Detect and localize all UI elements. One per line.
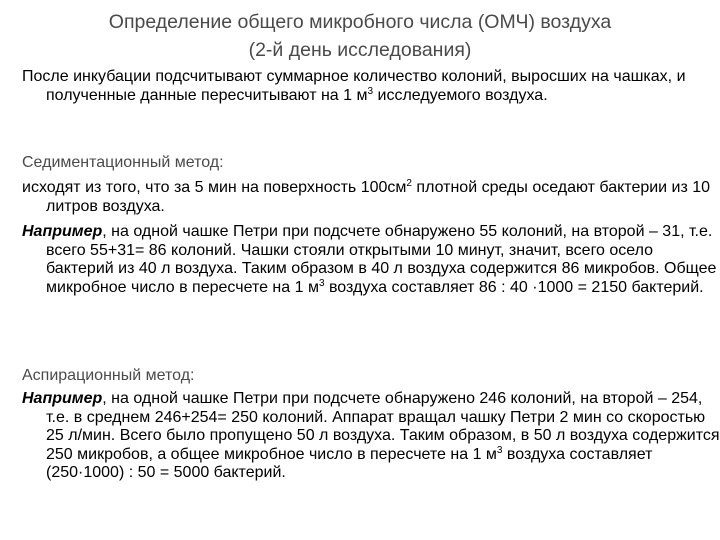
sedimentation-principle — [22, 179, 720, 216]
sedimentation-principle-superscript: 2 — [406, 178, 412, 189]
sedimentation-example-text: , на одной чашке Петри при подсчете обнаружено 55 колоний, на второй – 31, т.е. всего 55+31= 86 колоний. Чашки стояли открытыми 10 минут, значит, всего осело бактерий из 40 л воздуха. Таким образом в 40 л воздуха содержится 86 микробов. Общее микробное число в пересчете на 1 м — [46, 223, 717, 296]
sedimentation-example — [22, 223, 720, 297]
slide-title — [20, 8, 700, 64]
sedimentation-example-text-end: воздуха составляет 86 : 40 ·1000 = 2150 бактерий. — [324, 278, 704, 296]
aspiration-example-text: , на одной чашке Петри при подсчете обнаружено 246 колоний, на второй – 254, т.е. в среднем 246+254= 250 колоний. Аппарат вращал чашку Петри 2 мин со скоростью 25 л/мин. Всего было пропущено 50 л воздуха. Таким образом, в 50 л воздуха содержится 250 микробов, а общее микробное число в пересчете на 1 м — [46, 390, 720, 463]
sedimentation-heading: Седиментационный метод: — [22, 154, 224, 171]
sedimentation-example-superscript: 3 — [318, 277, 325, 289]
intro-text: После инкубации подсчитывают суммарное количество колоний, выросших на чашках, и полученные данные пересчитывают на 1 м — [22, 68, 686, 104]
aspiration-example — [22, 390, 720, 483]
title-line-2: (2-й день исследования) — [248, 39, 472, 61]
intro-text-end: исследуемого воздуха. — [373, 86, 548, 104]
intro-paragraph — [22, 68, 720, 105]
sedimentation-principle-text: исходят из того, что за 5 мин на поверхность 100см — [22, 179, 407, 196]
aspiration-heading: Аспирационный метод: — [22, 367, 195, 384]
title-line-1: Определение общего микробного числа (ОМЧ) воздуха — [108, 11, 612, 33]
intro-superscript: 3 — [367, 85, 374, 97]
sedimentation-principle-text-end: плотной среды оседают бактерии из 10 литров воздуха. — [46, 179, 711, 215]
aspiration-example-text-end: воздуха составляет (250·1000) : 50 = 5000 бактерий. — [46, 445, 653, 482]
sedimentation-example-label: Например — [22, 223, 103, 240]
aspiration-example-superscript: 3 — [496, 444, 503, 456]
aspiration-example-label: Например — [22, 390, 103, 407]
